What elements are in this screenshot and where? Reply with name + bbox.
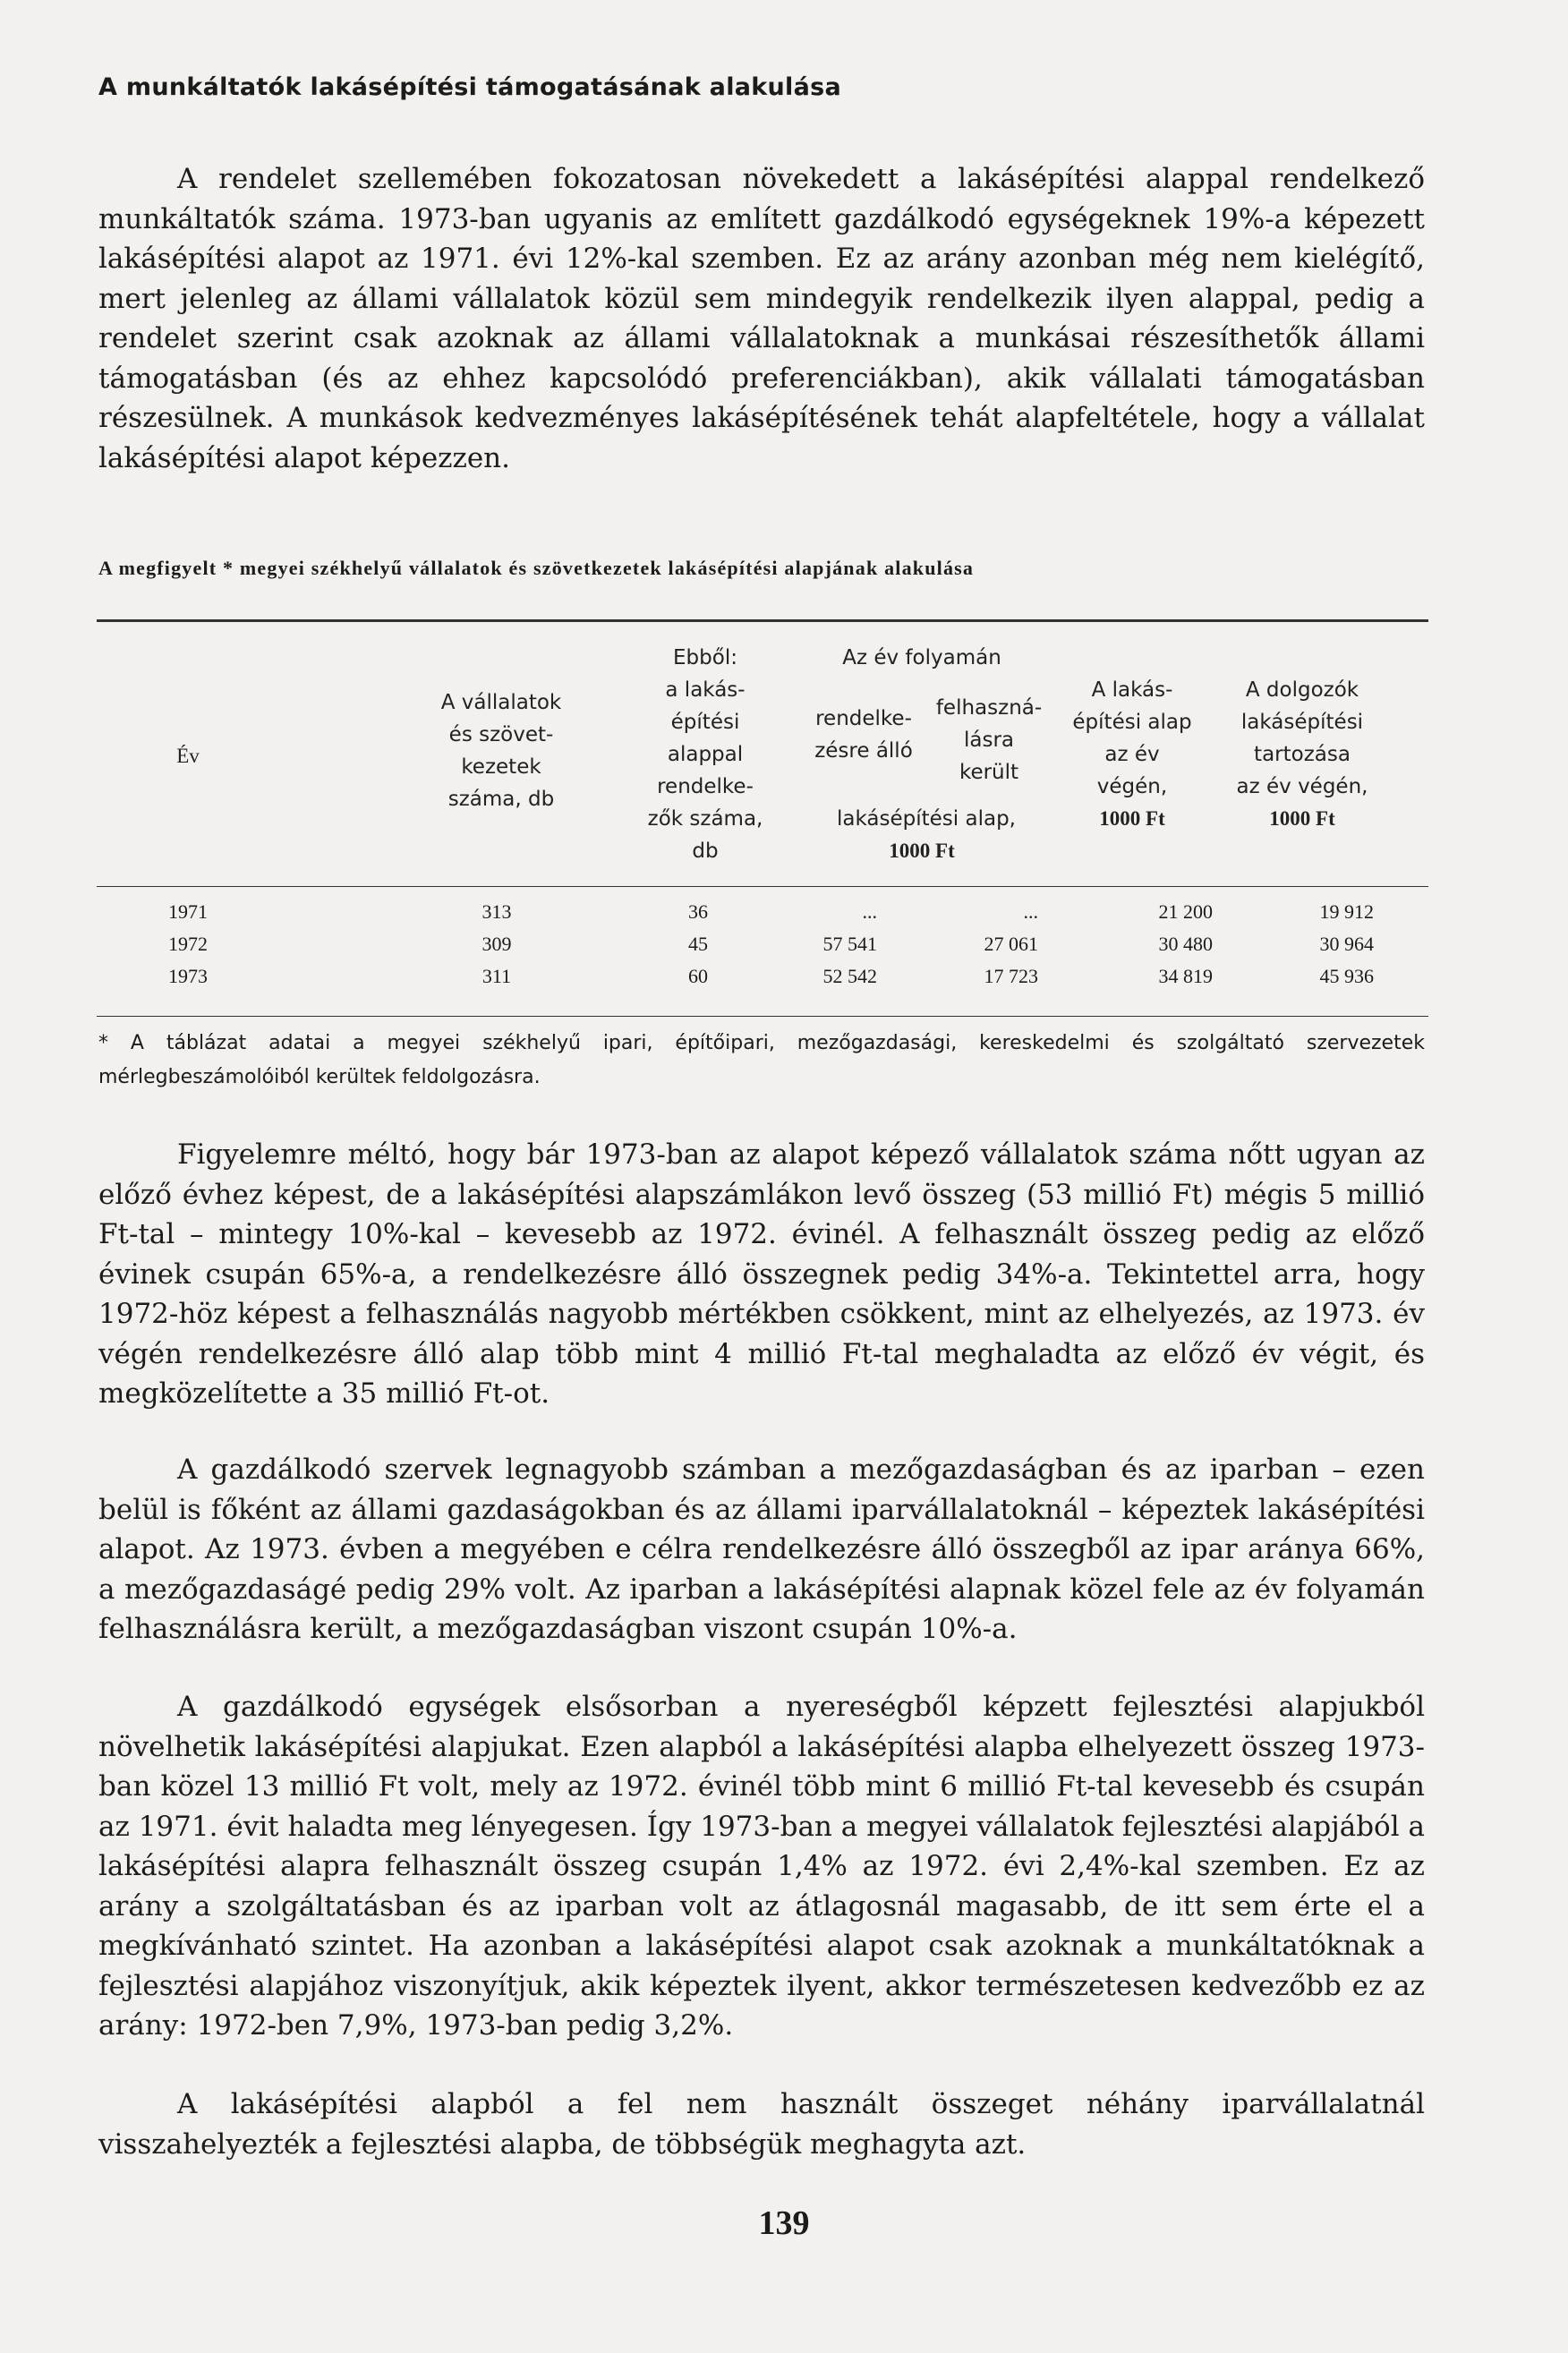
header-used-line: lásra: [963, 729, 1015, 752]
paragraph-2: Figyelemre méltó, hogy bár 1973-ban az alapot képező vállalatok száma nőtt ugyan az előző évhez képest, de a lakásépítési alapszámlákon levő összeg (53 millió Ft) mégis 5 millió Ft-tal – mintegy 10%-kal – kevesebb az 1972. évinél. A felhasznált összeg pedig az előző évinek csupán 65%-a, a rendelkezésre álló összegnek pedig 34%-a. Tekintettel arra, hogy 1972-höz képest a felhasználás nagyobb mértékben csökkent, mint az elhelyezés, az 1973. év végén rendelkezésre álló alap több mint 4 millió Ft-tal meghaladta az előző év végit, és megközelítette a 35 millió Ft-ot.: [98, 1138, 1425, 1410]
paragraph-5: A lakásépítési alapból a fel nem használt összeget néhány iparvállalatnál visszahelyezték a fejlesztési alapba, de többségük meghagyta azt.: [98, 2088, 1425, 2161]
header-with-fund: [616, 674, 795, 867]
header-with-fund-line: zők száma,: [647, 807, 763, 831]
header-fund-year-end: [1047, 674, 1217, 835]
paragraph-1: A rendelet szellemében fokozatosan növekedett a lakásépítési alappal rendelkező munkáltatók száma. 1973-ban ugyanis az említett gazdálkodó egységeknek 19%-a képezett lakásépítési alapot az 1971. évi 12%-kal szemben. Ez az arány azonban még nem kielégítő, mert jelenleg az állami vállalatok közül sem mindegyik rendelkezik ilyen alappal, pedig a rendelet szerint csak azoknak az állami vállalatoknak a munkásai részesíthetők állami támogatásban (és az ehhez kapcsolódó preferenciákban), akik vállalati támogatásban részesülnek. A munkások kedvezményes lakásépítésének tehát alapfeltétele, hogy a vállalat lakásépítési alapot képezzen.: [98, 163, 1425, 474]
running-head: A munkáltatók lakásépítési támogatásának alakulása: [98, 73, 842, 101]
header-worker-debt: [1213, 674, 1392, 835]
header-company-count-line: kezetek: [461, 755, 541, 779]
header-worker-debt-line: A dolgozók: [1245, 678, 1359, 702]
cell-used: 17 723: [984, 965, 1038, 987]
header-span-label: lakásépítési alap,: [837, 807, 1016, 831]
cell-worker-debt: 45 936: [1319, 965, 1374, 987]
header-fund-year-end-line: végén,: [1096, 775, 1168, 798]
header-used-line: felhaszná-: [935, 696, 1043, 720]
cell-year: 1972: [168, 933, 208, 955]
table-footnote: * A táblázat adatai a megyei székhelyű ipari, építőipari, mezőgazdasági, kereskedelmi és szolgáltató szervezetek mérlegbeszámolóiból kerültek feldolgozásra.: [98, 1032, 1425, 1088]
cell-with-fund: 45: [688, 933, 708, 955]
header-of-which: Ebből:: [673, 646, 737, 669]
cell-with-fund: 36: [688, 900, 708, 923]
page-number: 139: [758, 2204, 810, 2242]
header-with-fund-line: a lakás-: [665, 678, 746, 702]
cell-used: ...: [1023, 900, 1038, 923]
header-worker-debt-unit: 1000 Ft: [1269, 807, 1335, 830]
table-bottom-rule: [97, 1016, 1428, 1017]
header-worker-debt-line: lakásépítési: [1240, 711, 1364, 734]
cell-company-count: 311: [481, 965, 512, 987]
paragraph-4: A gazdálkodó egységek elsősorban a nyereségből képzett fejlesztési alapjukból növelhetik lakásépítési alapjukat. Ezen alapból a lakásépítési alapba elhelyezett összeg 1973-ban közel 13 millió Ft volt, mely az 1972. évinél több mint 6 millió Ft-tal kevesebb és csupán az 1971. évit haladta meg lényegesen. Így 1973-ban a megyei vállalatok fejlesztési alapjából a lakásépítési alapra felhasznált összeg csupán 1,4% az 1972. évi 2,4%-kal szemben. Ez az arány a szolgáltatásban és az iparban volt az átlagosnál magasabb, de itt sem érte el a megkívánható szintet. Ha azonban a lakásépítési alapot csak azoknak a munkáltatóknak a fejlesztési alapjához viszonyítjuk, akik képeztek ilyent, akkor természetesen kedvezőbb ez az arány: 1972-ben 7,9%, 1973-ban pedig 3,2%.: [98, 1691, 1425, 2042]
header-used: [913, 692, 1065, 789]
header-during-year: Az év folyamán: [842, 646, 1001, 669]
header-company-count: [412, 686, 591, 815]
cell-available: ...: [862, 900, 877, 923]
header-year: Év: [176, 745, 200, 767]
header-with-fund-line: db: [692, 840, 719, 863]
header-used-line: került: [959, 761, 1019, 784]
header-with-fund-line: építési: [670, 711, 740, 734]
cell-fund-year-end: 30 480: [1158, 933, 1213, 955]
cell-year: 1971: [168, 900, 208, 923]
header-company-count-line: és szövet-: [448, 723, 554, 746]
header-with-fund-line: rendelke-: [657, 775, 754, 798]
header-worker-debt-line: az év végén,: [1236, 775, 1368, 798]
table-header-rule: [97, 886, 1428, 887]
cell-fund-year-end: 21 200: [1158, 900, 1213, 923]
header-fund-year-end-line: építési alap: [1072, 711, 1192, 734]
header-span-unit: 1000 Ft: [889, 840, 955, 862]
cell-available: 57 541: [822, 933, 877, 955]
header-company-count-line: A vállalatok: [440, 691, 562, 714]
header-fund-year-end-unit: 1000 Ft: [1099, 807, 1165, 830]
header-fund-year-end-line: A lakás-: [1091, 678, 1173, 702]
cell-year: 1973: [168, 965, 208, 987]
cell-worker-debt: 19 912: [1319, 900, 1374, 923]
cell-used: 27 061: [984, 933, 1038, 955]
cell-fund-year-end: 34 819: [1158, 965, 1213, 987]
header-fund-year-end-line: az év: [1104, 743, 1160, 766]
header-with-fund-line: alappal: [667, 743, 744, 766]
cell-company-count: 313: [481, 900, 512, 923]
cell-company-count: 309: [481, 933, 512, 955]
header-worker-debt-line: tartozása: [1254, 743, 1351, 766]
header-available-line: rendelke-: [815, 707, 912, 730]
cell-worker-debt: 30 964: [1319, 933, 1374, 955]
table-title: A megfigyelt * megyei székhelyű vállalatok és szövetkezetek lakásépítési alapjának alakulása: [98, 557, 975, 579]
cell-available: 52 542: [822, 965, 877, 987]
header-company-count-line: száma, db: [447, 788, 555, 811]
table-top-rule: [97, 619, 1428, 622]
header-available-line: zésre álló: [814, 739, 913, 763]
cell-with-fund: 60: [688, 965, 708, 987]
paragraph-3: A gazdálkodó szervek legnagyobb számban a mezőgazdaságban és az iparban – ezen belül is főként az állami gazdaságokban és az állami iparvállalatoknál – képeztek lakásépítési alapot. Az 1973. évben a megyében e célra rendelkezésre álló összegből az ipar aránya 66%, a mezőgazdaságé pedig 29% volt. Az iparban a lakásépítési alapnak közel fele az év folyamán felhasználásra került, a mezőgazdaságban viszont csupán 10%-a.: [98, 1454, 1425, 1645]
